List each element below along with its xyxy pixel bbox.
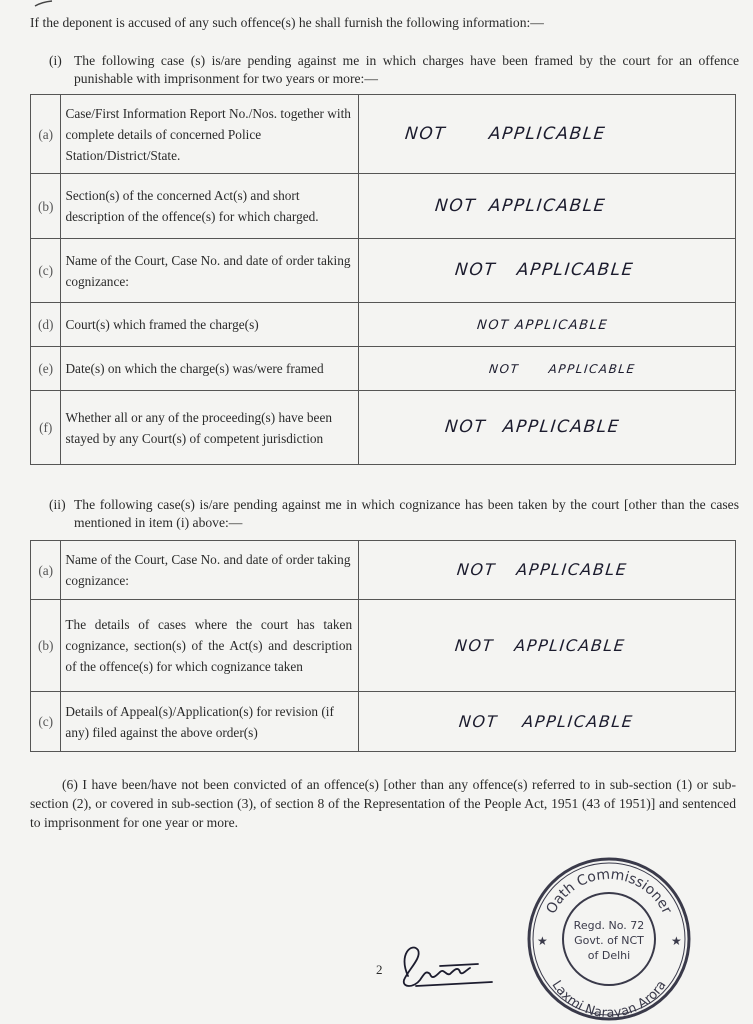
table-row	[31, 600, 736, 692]
row-answer	[358, 303, 735, 347]
row-label: (a)	[31, 541, 61, 600]
oath-commissioner-seal	[525, 855, 693, 1023]
signature	[392, 936, 502, 996]
intro-text: If the deponent is accused of any such offence(s) he shall furnish the following information:—	[30, 15, 544, 30]
seal-line-3: of Delhi	[587, 949, 631, 962]
row-description: Case/First Information Report No./Nos. together with complete details of concerned Police Station/District/State.	[61, 95, 358, 174]
page-number: 2	[376, 962, 383, 977]
row-answer	[359, 600, 736, 692]
row-answer	[359, 541, 736, 600]
row-description: Name of the Court, Case No. and date of order taking cognizance:	[61, 239, 358, 303]
handwritten-answer: NOT APPLICABLE	[454, 635, 627, 655]
seal-star-left: ★	[537, 934, 548, 948]
section-ii-table	[30, 540, 736, 752]
handwritten-answer: NOT APPLICABLE	[443, 417, 621, 437]
row-answer	[358, 239, 735, 303]
row-answer	[358, 174, 735, 239]
table-row	[31, 174, 736, 239]
section-i-number: (i)	[49, 53, 62, 68]
table-row	[31, 239, 736, 303]
row-label: (a)	[31, 95, 61, 174]
paragraph-6: (6) I have been/have not been convicted of an offence(s) [other than any offence(s) referred to in sub-section (1) or sub-section (2), or covered in sub-section (3), of section 8 of the Representation of the People Act, 1951 (43 of 1951)] and sentenced to imprisonment for one year or more.	[30, 777, 736, 830]
section-i-table	[30, 94, 736, 465]
section-ii-number: (ii)	[49, 497, 66, 512]
row-answer	[358, 347, 735, 391]
table-row	[31, 541, 736, 600]
seal-outer-top: Oath Commissioner	[543, 866, 675, 917]
row-label: (c)	[31, 239, 61, 303]
handwritten-answer: NOT APPLICABLE	[453, 260, 635, 280]
row-answer	[359, 692, 736, 752]
table-row	[31, 391, 736, 465]
corner-mark	[34, 0, 54, 8]
seal-outer-bottom: Laxmi Narayan Arora	[548, 978, 670, 1022]
handwritten-answer: NOT APPLICABLE	[476, 317, 609, 333]
row-description: The details of cases where the court has taken cognizance, section(s) of the Act(s) and description of the offence(s) for which cognizance taken	[61, 600, 359, 692]
table-row	[31, 692, 736, 752]
row-answer	[358, 391, 735, 465]
handwritten-answer: NOT APPLICABLE	[433, 195, 607, 216]
row-label: (f)	[31, 391, 61, 465]
row-description: Details of Appeal(s)/Application(s) for revision (if any) filed against the above order(s)	[61, 692, 359, 752]
row-description: Whether all or any of the proceeding(s) have been stayed by any Court(s) of competent jurisdiction	[61, 391, 358, 465]
row-label: (e)	[31, 347, 61, 391]
handwritten-answer: NOT APPLICABLE	[458, 711, 635, 731]
row-label: (b)	[31, 174, 61, 239]
seal-line-2: Govt. of NCT	[574, 934, 644, 947]
row-label: (c)	[31, 692, 61, 752]
section-i-text: The following case (s) is/are pending against me in which charges have been framed by the court for an offence punishable with imprisonment for two years or more:—	[74, 53, 739, 86]
seal-star-right: ★	[671, 934, 682, 948]
seal-line-1: Regd. No. 72	[573, 919, 645, 932]
row-label: (b)	[31, 600, 61, 692]
row-answer	[358, 95, 735, 174]
table-row	[31, 95, 736, 174]
table-row	[31, 303, 736, 347]
section-ii-text: The following case(s) is/are pending against me in which cognizance has been taken by the court [other than the cases mentioned in item (i) above:—	[74, 497, 739, 530]
handwritten-answer: NOT APPLICABLE	[456, 560, 629, 579]
row-description: Name of the Court, Case No. and date of order taking cognizance:	[61, 541, 359, 600]
handwritten-answer: NOT APPLICABLE	[403, 123, 607, 144]
row-description: Section(s) of the concerned Act(s) and short description of the offence(s) for which charged.	[61, 174, 358, 239]
table-row	[31, 347, 736, 391]
row-description: Court(s) which framed the charge(s)	[61, 303, 358, 347]
handwritten-answer: NOT APPLICABLE	[488, 361, 637, 376]
row-description: Date(s) on which the charge(s) was/were framed	[61, 347, 358, 391]
row-label: (d)	[31, 303, 61, 347]
